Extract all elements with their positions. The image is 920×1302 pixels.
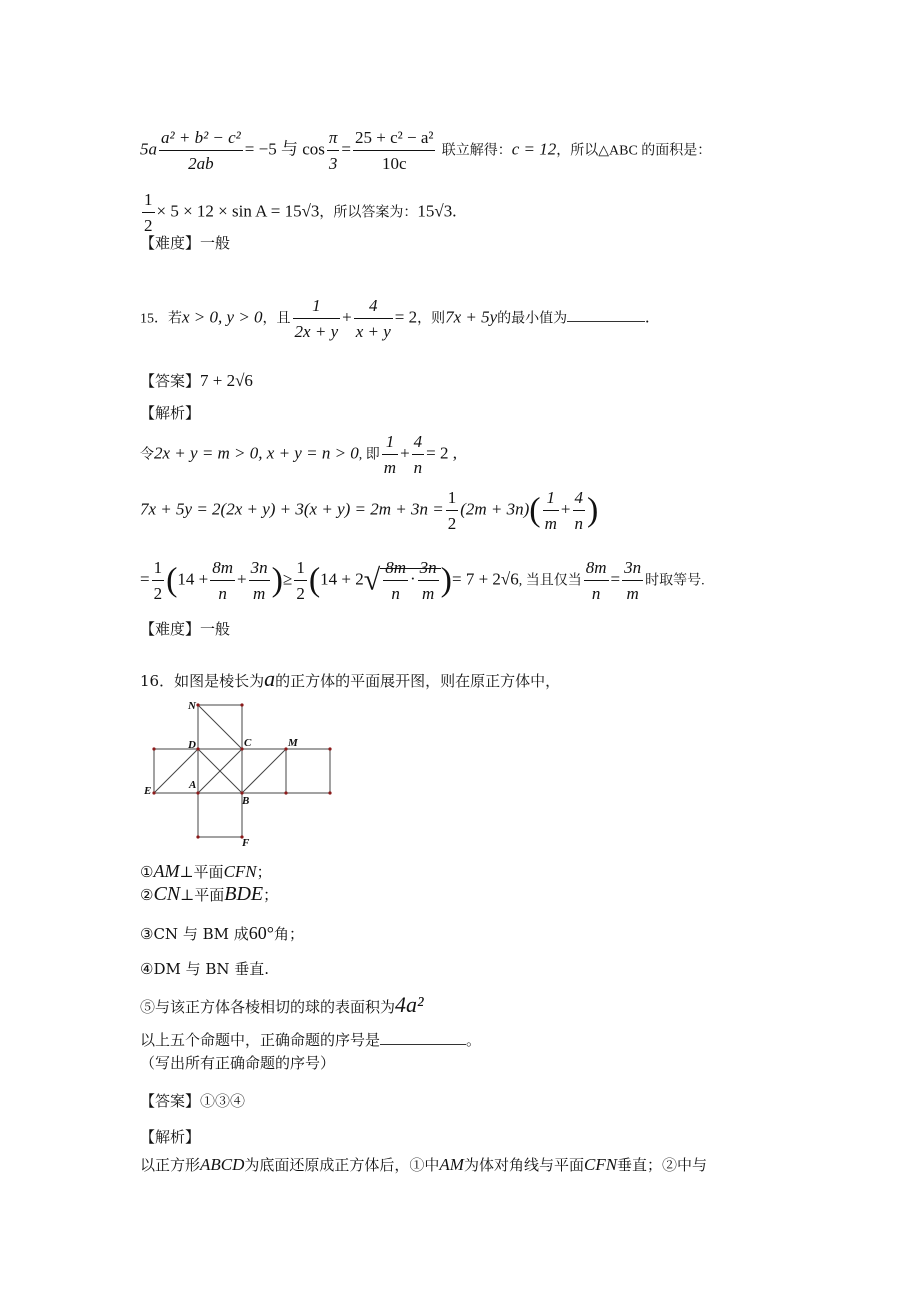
label-M: M	[288, 737, 298, 749]
fraction: $\frac{1}{2x + y}$	[294, 296, 339, 341]
fraction: $\frac{1}{2}$	[447, 488, 457, 533]
label-B: B	[242, 795, 250, 807]
label-D: D	[188, 739, 196, 751]
label-C: C	[244, 737, 252, 749]
answer-blank	[380, 1032, 466, 1045]
fraction: $\frac{8m}{n}$	[212, 558, 234, 603]
answer-blank	[567, 307, 645, 322]
answer-15: 【答案】7 + 2√6	[140, 371, 253, 390]
proposition-2: ②CN⊥平面BDE；	[140, 883, 279, 905]
square-root: $\frac{8m}{n}$ · $\frac{3n}{m}$	[380, 568, 440, 588]
fraction: $\frac{1}{2}$	[153, 558, 163, 603]
fraction: $\frac{8m}{n}$	[585, 558, 607, 603]
answer-16: 【答案】①③④	[140, 1092, 246, 1110]
label-E: E	[144, 785, 152, 797]
label-F: F	[242, 837, 250, 848]
solution-step-3: = $\frac{1}{2}$ (14 + $\frac{8m}{n}$ + $\frac{3n}{m}$ )≥ $\frac{1}{2}$ (14 + 2√ $\frac{8m}{n}$ · $\frac{3n}{m}$ )= 7 + 2√6, 当且仅当 $\frac{8m}{n}$ = $\frac{3n}{m}$ 时取等号.	[140, 558, 705, 603]
proposition-1: ①AM⊥平面CFN；	[140, 861, 272, 881]
cube-net-figure	[140, 698, 340, 848]
fraction: $\frac{3n}{m}$	[624, 558, 642, 603]
solution-line-1: 5a $\frac{\text{a² + b² − c²}}{2ab}$ = −5 与 cos $\frac{\pi}{3}$ = $\frac{\text{25 + c² − a²}}{10c}$ 联立解得：c = 12，所以△ABC 的面积是：	[140, 128, 712, 173]
label-A: A	[189, 779, 197, 791]
fraction: $\frac{3n}{m}$	[250, 558, 268, 603]
fraction: $\frac{4}{n}$	[413, 432, 423, 477]
solution-step-1: 令2x + y = m > 0, x + y = n > 0, 即 $\frac{1}{m}$ + $\frac{4}{n}$ = 2 ,	[140, 432, 458, 477]
difficulty-label: 【难度】一般	[140, 234, 231, 252]
proposition-3: ③CN 与 BM 成60°角；	[140, 923, 304, 943]
difficulty-label: 【难度】一般	[140, 620, 231, 638]
question-16: 16．如图是棱长为a的正方体的平面展开图，则在原正方体中，	[140, 666, 561, 691]
question-15: 15．若x > 0, y > 0，且 $\frac{1}{2x + y}$ + $\frac{4}{x + y}$ = 2，则7x + 5y的最小值为 .	[140, 296, 650, 341]
proposition-5: ⑤与该正方体各棱相切的球的表面积为4a²	[140, 992, 424, 1017]
fraction: $\frac{\text{a² + b² − c²}}{2ab}$	[161, 128, 241, 173]
fraction: $\frac{1}{2}$	[296, 558, 305, 603]
question-16-prompt: 以上五个命题中，正确命题的序号是 。	[140, 1031, 482, 1049]
fraction: $\frac{\text{25 + c² − a²}}{10c}$	[355, 128, 434, 173]
solution-step-2: 7x + 5y = 2(2x + y) + 3(x + y) = 2m + 3n = $\frac{1}{2}$ (2m + 3n)( $\frac{1}{m}$ + $\frac{4}{n}$ )	[140, 488, 599, 533]
proposition-4: ④DM 与 BN 垂直.	[140, 960, 270, 978]
analysis-label-15: 【解析】	[140, 404, 201, 422]
solution-line-2: $\frac{1}{2}$ × 5 × 12 × sin A = 15√3，所以答案为：15√3.	[144, 190, 457, 235]
fraction: $\frac{1}{2}$	[144, 190, 153, 235]
fraction: $\frac{1}{m}$	[544, 488, 557, 533]
fraction: $\frac{4}{x + y}$	[355, 296, 391, 341]
label-N: N	[188, 700, 196, 712]
fraction: $\frac{1}{m}$	[383, 432, 397, 477]
question-16-note: （写出所有正确命题的序号）	[140, 1054, 336, 1072]
fraction: $\frac{4}{n}$	[574, 488, 583, 533]
analysis-line: 以正方形ABCD为底面还原成正方体后，①中AM为体对角线与平面CFN垂直；②中与	[140, 1155, 708, 1174]
fraction: $\frac{\pi}{3}$	[328, 128, 338, 173]
analysis-label-16: 【解析】	[140, 1128, 201, 1146]
